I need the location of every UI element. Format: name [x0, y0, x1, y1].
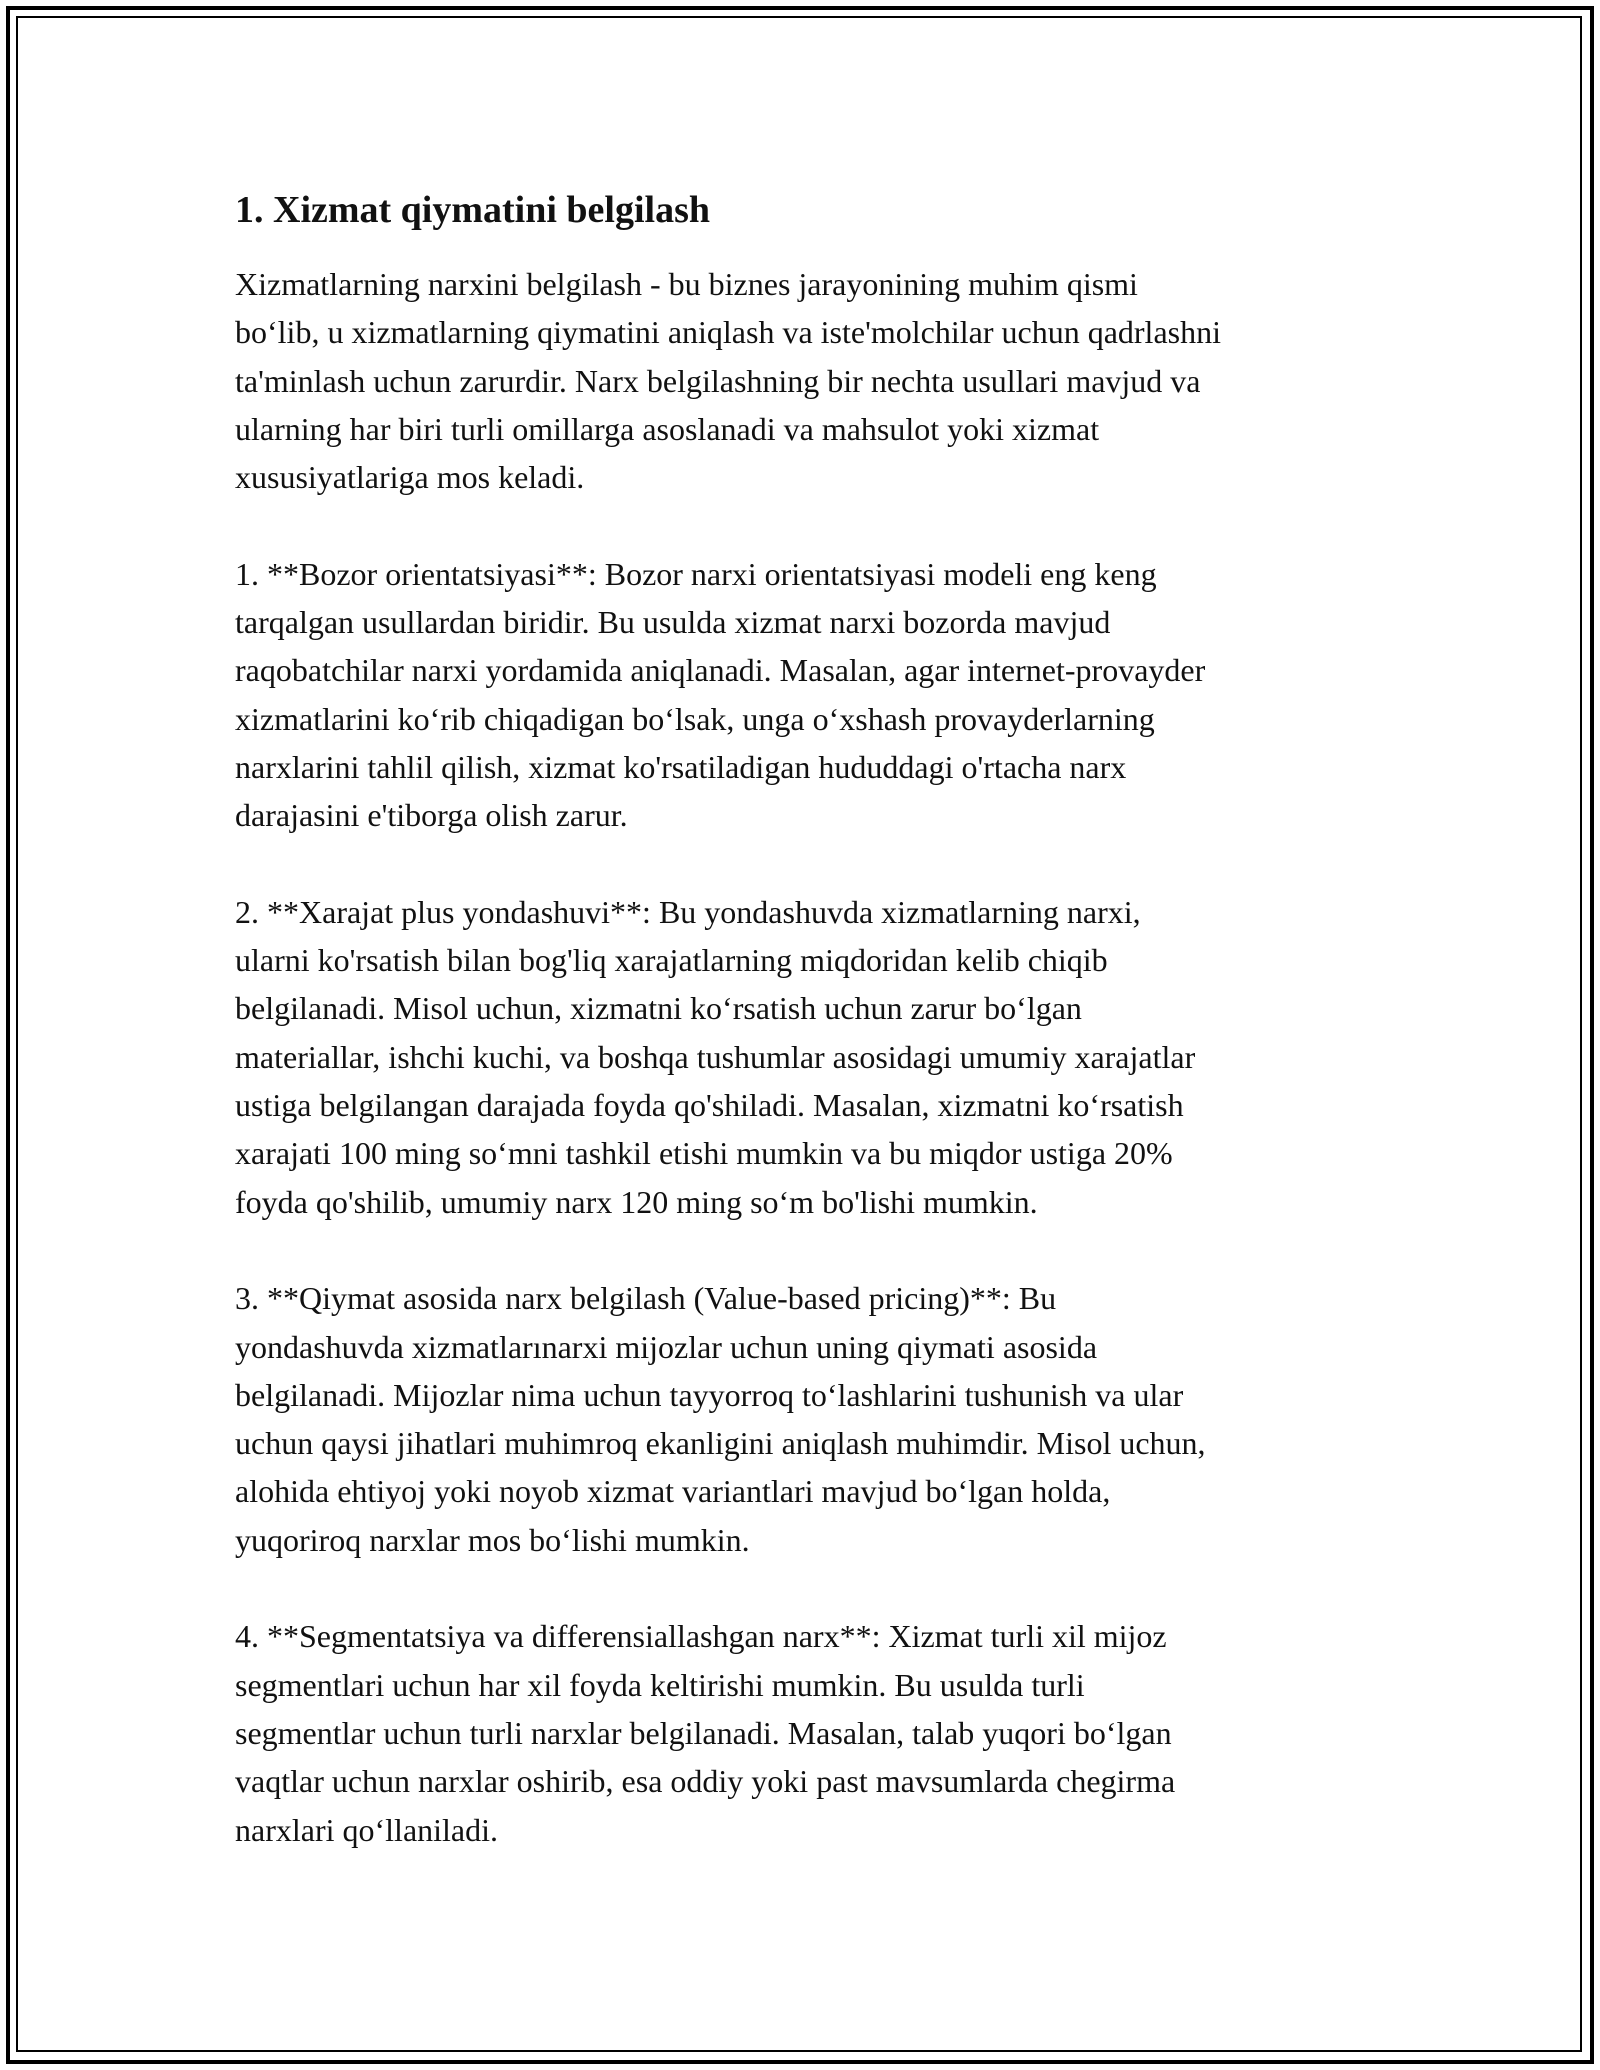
paragraph-segmentation: 4. **Segmentatsiya va differensiallashgan narx**: Xizmat turli xil mijoz segmentlari uchun har xil foyda keltirishi mumkin. Bu usulda turli segmentlar uchun turli narxlar belgilanadi. Masalan, talab yuqori bo‘lgan vaqtlar uchun narxlar oshirib, esa oddiy yoki past mavsumlarda chegirma narxlari qo‘llaniladi.: [235, 1618, 1176, 1848]
document-title: 1. Xizmat qiymatini belgilash: [235, 189, 711, 231]
paragraph-value-based: 3. **Qiymat asosida narx belgilash (Value-based pricing)**: Bu yondashuvda xizmatlarınarxi mijozlar uchun uning qiymati asosida belgilanadi. Mijozlar nima uchun tayyorroq to‘lashlarini tushunish va ular uchun qaysi jihatlari muhimroq ekanligini aniqlash muhimdir. Misol uchun, alohida ehtiyoj yoki noyob xizmat variantlari mavjud bo‘lgan holda, yuqoriroq narxlar mos bo‘lishi mumkin.: [235, 1280, 1206, 1558]
paragraph-intro: Xizmatlarning narxini belgilash - bu biznes jarayonining muhim qismi bo‘lib, u xizmatlarning qiymatini aniqlash va iste'molchilar uchun qadrlashni ta'minlash uchun zarurdir. Narx belgilashning bir nechta usullari mavjud va ularning har biri turli omillarga asoslanadi va mahsulot yoki xizmat xususiyatlariga mos keladi.: [235, 266, 1221, 496]
paragraph-market-orientation: 1. **Bozor orientatsiyasi**: Bozor narxi orientatsiyasi modeli eng keng tarqalgan usullardan biridir. Bu usulda xizmat narxi bozorda mavjud raqobatchilar narxi yordamida aniqlanadi. Masalan, agar internet-provayder xizmatlarini ko‘rib chiqadigan bo‘lsak, unga o‘xshash provayderlarning narxlarini tahlil qilish, xizmat ko'rsatiladigan hududdagi o'rtacha narx darajasini e'tiborga olish zarur.: [235, 555, 1206, 834]
paragraph-cost-plus: 2. **Xarajat plus yondashuvi**: Bu yondashuvda xizmatlarning narxi, ularni ko'rsatish bilan bog'liq xarajatlarning miqdoridan kelib chiqib belgilanadi. Misol uchun, xizmatni ko‘rsatish uchun zarur bo‘lgan materiallar, ishchi kuchi, va boshqa tushumlar asosidagi umumiy xarajatlar ustiga belgilangan darajada foyda qo'shiladi. Masalan, xizmatni ko‘rsatish xarajati 100 ming so‘mni tashkil etishi mumkin va bu miqdor ustiga 20% foyda qo'shilib, umumiy narx 120 ming so‘m bo'lishi mumkin.: [235, 893, 1196, 1220]
document-body: [235, 186, 1385, 1902]
